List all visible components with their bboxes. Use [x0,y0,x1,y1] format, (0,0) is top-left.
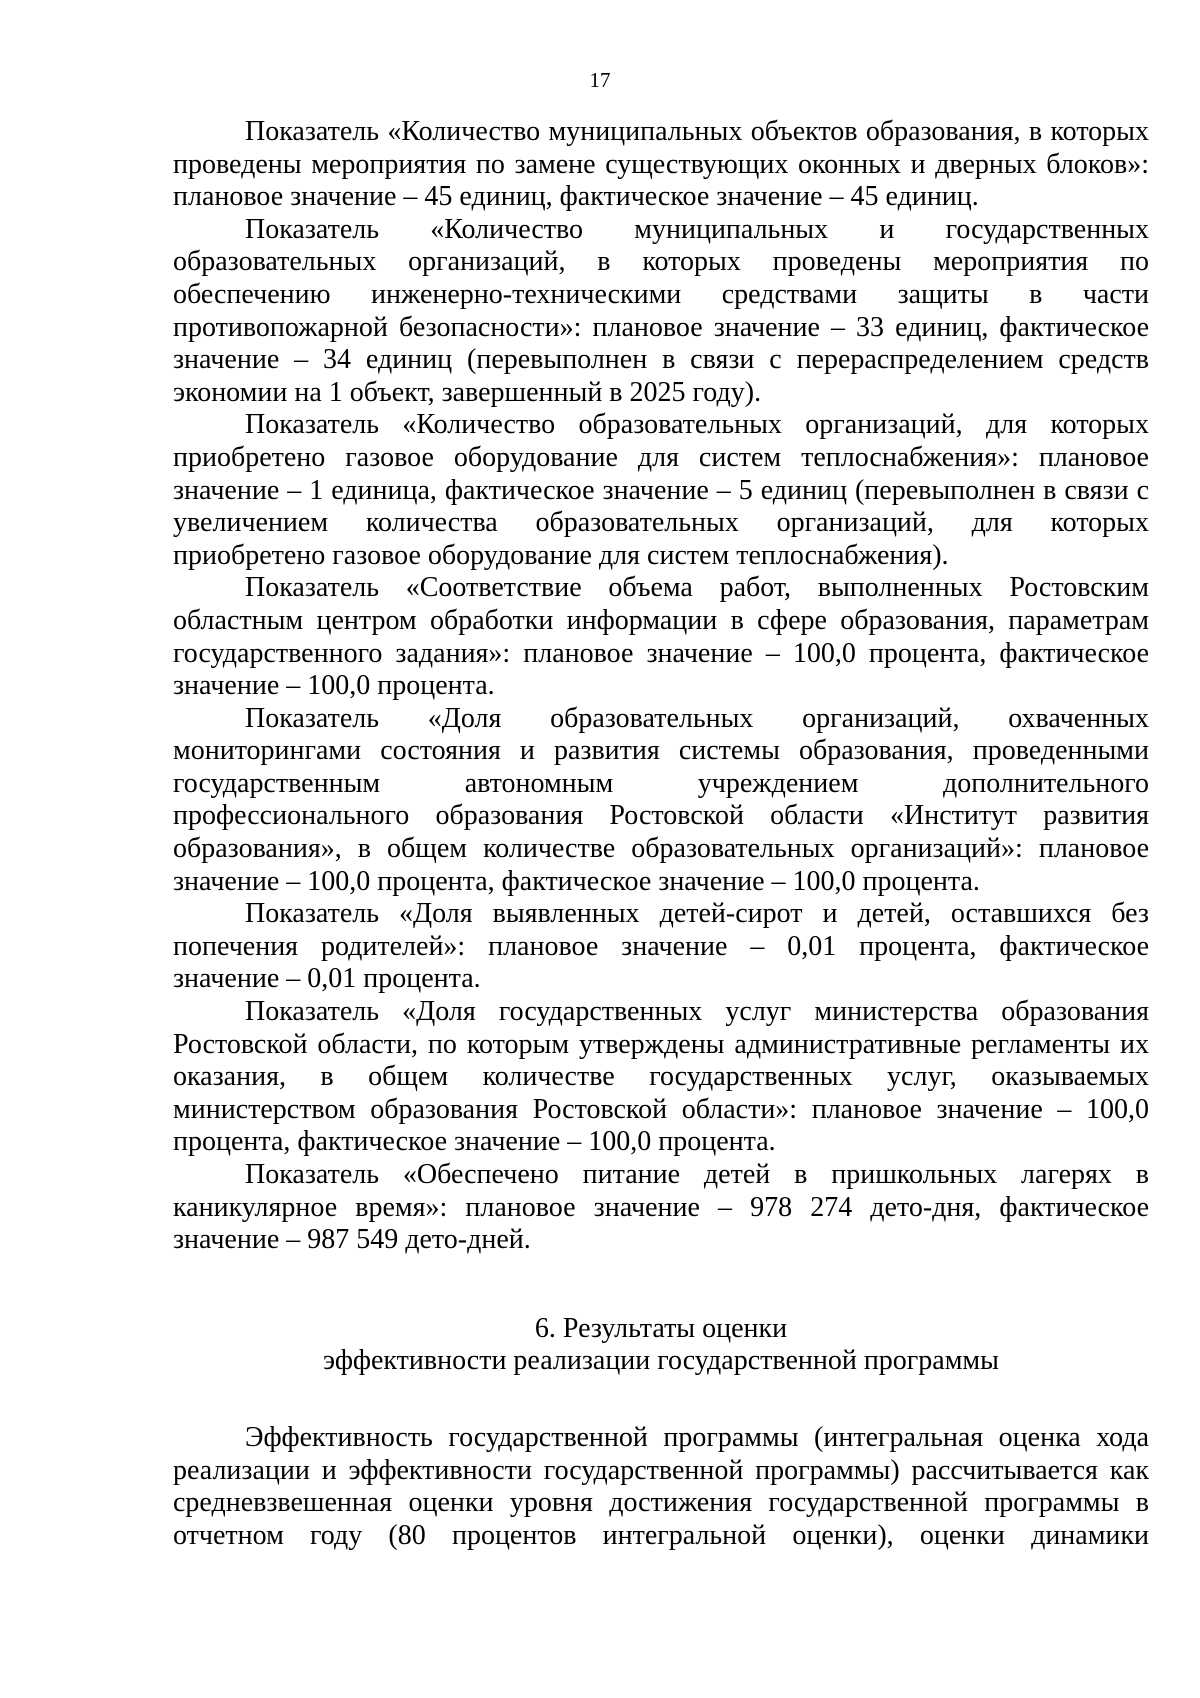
document-body [173,116,1149,1552]
section-heading-line-1: 6. Результаты оценки [534,1312,788,1344]
section-heading-line-2: эффективности реализации государственной программы [323,1345,999,1377]
paragraph-indicator-fire-safety: Показатель «Количество муниципальных и государственных образовательных организаций, в которых проведены мероприятия по обеспечению инженерно-техническими средствами защиты в части противопожарной безопасности»: плановое значение – 33 единиц, фактическое значение – 34 единиц (перевыполнен в связи с перераспределением средств экономии на 1 объект, завершенный в 2025 году). [173,213,1149,408]
paragraph-indicator-windows: Показатель «Количество муниципальных объектов образования, в которых проведены мероприятия по замене существующих оконных и дверных блоков»: плановое значение – 45 единиц, фактическое значение – 45 единиц. [173,116,1149,213]
paragraph-indicator-orphans: Показатель «Доля выявленных детей-сирот и детей, оставшихся без попечения родителей»: плановое значение – 0,01 процента, фактическое значение – 0,01 процента. [173,898,1149,995]
paragraph-indicator-camp-meals: Показатель «Обеспечено питание детей в пришкольных лагерях в каникулярное время»: плановое значение – 978 274 дето-дня, фактическое значение – 987 549 дето-дней. [173,1159,1149,1256]
paragraph-indicator-state-services: Показатель «Доля государственных услуг министерства образования Ростовской области, по которым утверждены административные регламенты их оказания, в общем количестве государственных услуг, оказываемых министерством образования Ростовской области»: плановое значение – 100,0 процента, фактическое значение – 100,0 процента. [173,996,1149,1158]
paragraph-indicator-gas-equipment: Показатель «Количество образовательных организаций, для которых приобретено газовое оборудование для систем теплоснабжения»: плановое значение – 1 единица, фактическое значение – 5 единиц (перевыполнен в связи с увеличением количества образовательных организаций, для которых приобретено газовое оборудование для систем теплоснабжения). [173,409,1149,571]
paragraph-indicator-data-center: Показатель «Соответствие объема работ, выполненных Ростовским областным центром обработки информации в сфере образования, параметрам государственного задания»: плановое значение – 100,0 процента, фактическое значение – 100,0 процента. [173,572,1149,702]
section-heading [173,1313,1149,1378]
paragraph-efficiency: Эффективность государственной программы (интегральная оценка хода реализации и эффективности государственной программы) рассчитывается как средневзвешенная оценки уровня достижения государственной программы в отчетном году (80 процентов интегральной оценки), оценки динамики [173,1421,1149,1551]
paragraph-indicator-monitoring: Показатель «Доля образовательных организаций, охваченных мониторингами состояния и развития системы образования, проведенными государственным автономным учреждением дополнительного профессионального образования Ростовской области «Институт развития образования», в общем количестве образовательных организаций»: плановое значение – 100,0 процента, фактическое значение – 100,0 процента. [173,702,1149,897]
page-number: 17 [589,68,611,92]
